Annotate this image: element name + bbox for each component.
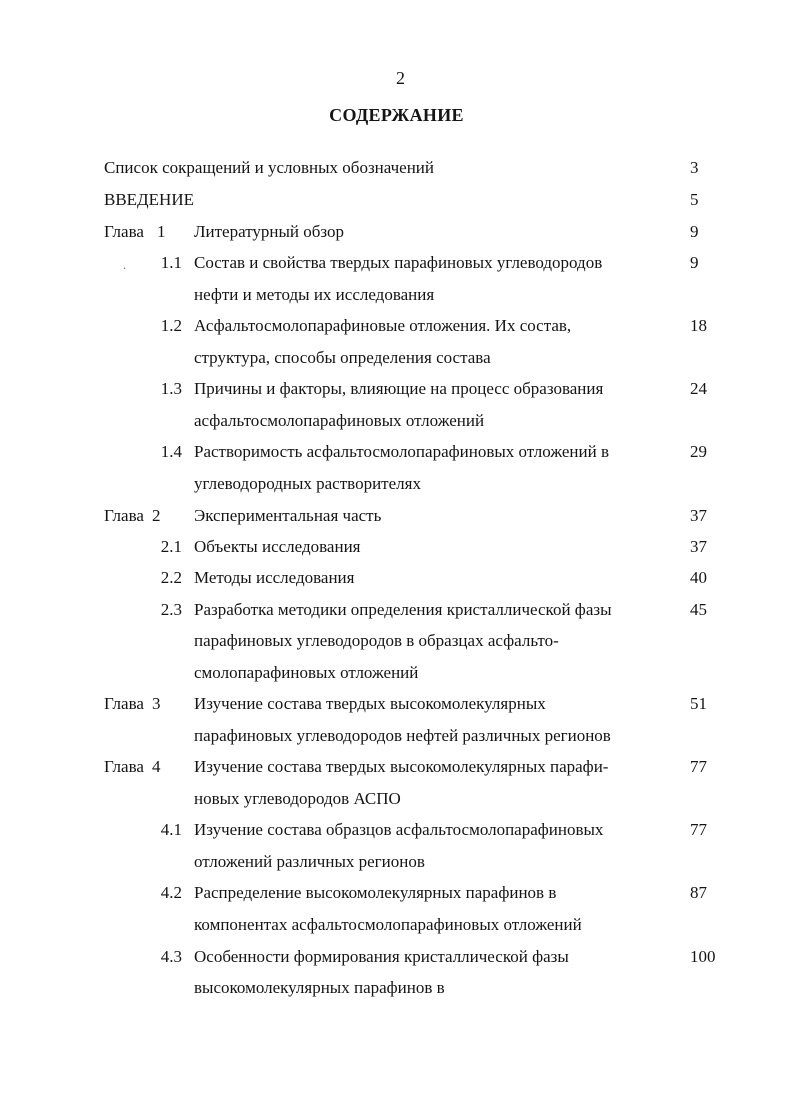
section-1-4-title-line-1: Растворимость асфальтосмолопарафиновых отложений в <box>194 442 610 461</box>
chapter-2-number: 2 <box>152 506 161 525</box>
chapter-3-title-line-2: парафиновых углеводородов нефтей различных регионов <box>194 726 611 745</box>
section-1-3-title-line-2: асфальтосмолопарафиновых отложений <box>194 411 485 430</box>
section-2-1-title: Объекты исследования <box>194 537 361 556</box>
page-number: 2 <box>396 68 405 88</box>
section-4-2-page: 87 <box>690 883 707 902</box>
section-4-1-title-line-2: отложений различных регионов <box>194 852 425 871</box>
section-1-2-title-line-1: Асфальтосмолопарафиновые отложения. Их состав, <box>194 316 572 335</box>
section-1-2-page: 18 <box>690 316 707 335</box>
section-2-3-title-line-2: парафиновых углеводородов в образцах асфальто- <box>194 631 559 650</box>
section-1-1-number: 1.1 <box>160 253 182 272</box>
section-4-3-number: 4.3 <box>160 947 182 966</box>
section-1-2-number: 1.2 <box>160 316 182 335</box>
chapter-2-title: Экспериментальная часть <box>194 506 382 525</box>
chapter-4-prefix: Глава <box>104 757 144 776</box>
section-1-1-title-line-1: Состав и свойства твердых парафиновых углеводородов <box>194 253 603 272</box>
chapter-1-prefix: Глава <box>104 222 144 241</box>
section-4-3-title-line-1: Особенности формирования кристаллической фазы <box>194 947 569 966</box>
chapter-4-title-line-1: Изучение состава твердых высокомолекулярных парафи- <box>194 757 609 776</box>
section-4-1-number: 4.1 <box>160 820 182 839</box>
section-2-1-page: 37 <box>690 537 707 556</box>
section-1-4-number: 1.4 <box>160 442 182 461</box>
section-2-2-number: 2.2 <box>160 568 182 587</box>
chapter-4-number: 4 <box>152 757 161 776</box>
section-4-3-title-line-2: высокомолекулярных парафинов в <box>194 978 445 997</box>
chapter-4-page: 77 <box>690 757 707 776</box>
section-2-3-number: 2.3 <box>160 600 182 619</box>
chapter-1-number: 1 <box>157 222 166 241</box>
toc-entry-abbreviations-title: Список сокращений и условных обозначений <box>104 158 435 177</box>
section-1-3-title-line-1: Причины и факторы, влияющие на процесс образования <box>194 379 604 398</box>
toc-entry-introduction-title: ВВЕДЕНИЕ <box>104 190 194 209</box>
section-2-3-page: 45 <box>690 600 707 619</box>
chapter-2-page: 37 <box>690 506 707 525</box>
chapter-3-prefix: Глава <box>104 694 144 713</box>
section-2-3-title-line-1: Разработка методики определения кристаллической фазы <box>194 600 612 619</box>
section-1-4-title-line-2: углеводородных растворителях <box>194 474 421 493</box>
section-1-1-title-line-2: нефти и методы их исследования <box>194 285 435 304</box>
section-4-2-number: 4.2 <box>160 883 182 902</box>
toc-entry-abbreviations-page: 3 <box>690 158 699 177</box>
section-4-1-title-line-1: Изучение состава образцов асфальтосмолопарафиновых <box>194 820 604 839</box>
section-2-2-title: Методы исследования <box>194 568 355 587</box>
section-1-4-page: 29 <box>690 442 707 461</box>
chapter-2-prefix: Глава <box>104 506 144 525</box>
chapter-3-number: 3 <box>152 694 161 713</box>
scan-dot: . <box>123 258 126 272</box>
chapter-3-title-line-1: Изучение состава твердых высокомолекулярных <box>194 694 546 713</box>
chapter-3-page: 51 <box>690 694 707 713</box>
chapter-1-title: Литературный обзор <box>194 222 345 241</box>
section-2-3-title-line-3: смолопарафиновых отложений <box>194 663 419 682</box>
chapter-1-page: 9 <box>690 222 699 241</box>
page-title: СОДЕРЖАНИЕ <box>329 105 464 125</box>
section-4-1-page: 77 <box>690 820 707 839</box>
section-1-1-page: 9 <box>690 253 699 272</box>
section-1-3-page: 24 <box>690 379 707 398</box>
section-4-2-title-line-2: компонентах асфальтосмолопарафиновых отложений <box>194 915 582 934</box>
section-4-2-title-line-1: Распределение высокомолекулярных парафинов в <box>194 883 557 902</box>
toc-entry-introduction-page: 5 <box>690 190 699 209</box>
section-1-3-number: 1.3 <box>160 379 182 398</box>
section-2-2-page: 40 <box>690 568 707 587</box>
section-4-3-page: 100 <box>690 947 716 966</box>
section-2-1-number: 2.1 <box>160 537 182 556</box>
chapter-4-title-line-2: новых углеводородов АСПО <box>194 789 401 808</box>
section-1-2-title-line-2: структура, способы определения состава <box>194 348 491 367</box>
